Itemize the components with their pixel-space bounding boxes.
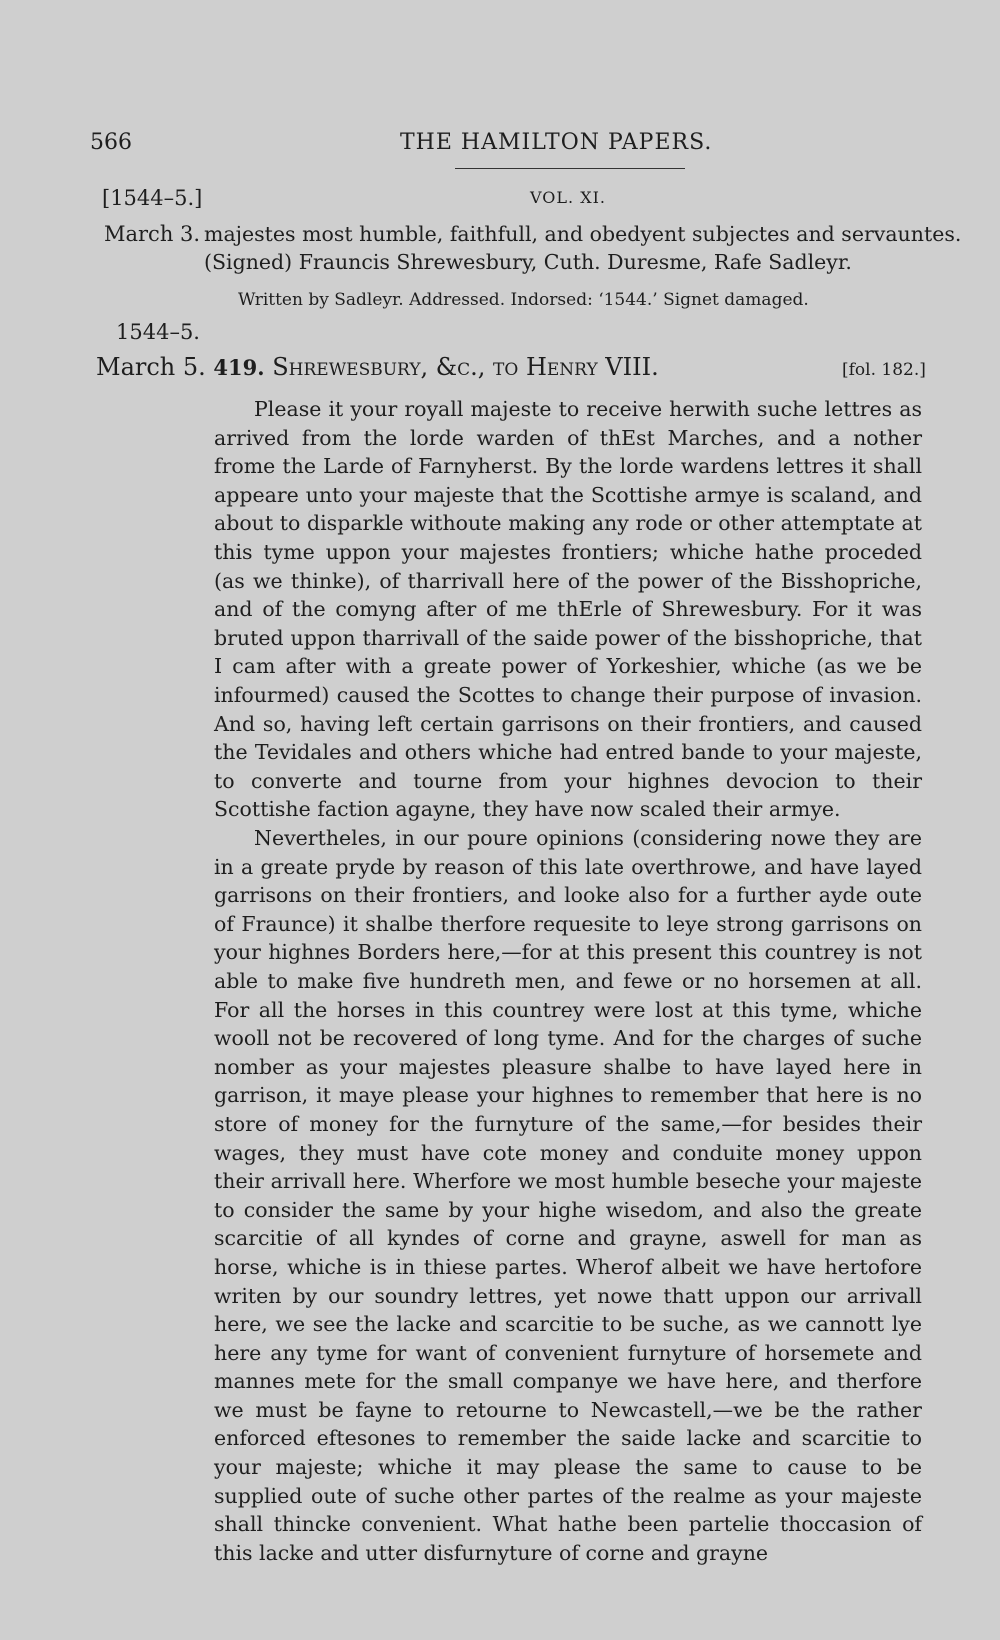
prev-entry-date: March 3.: [104, 222, 201, 246]
prev-entry-line-2: (Signed) Frauncis Shrewesbury, Cuth. Duresme, Rafe Sadleyr.: [204, 250, 852, 274]
entry-date: March 5.: [96, 353, 206, 381]
folio-reference: [fol. 182.]: [842, 360, 926, 380]
running-title: THE HAMILTON PAPERS.: [400, 130, 713, 155]
year-bracket: [1544–5.]: [102, 186, 203, 210]
title-rule: [455, 168, 685, 169]
entry-title: Shrewesbury, &c., to Henry VIII.: [272, 353, 659, 381]
letter-paragraph-2: Nevertheles, in our poure opinions (considering nowe they are in a greate pryde by reason of this late overthrowe, and have layed garrisons on their frontiers, and looke also for a further ayde oute of Fraunce) it shalbe therfore requesite to leye strong garrisons on your highnes Borders here,—for at this present this countrey is not able to make five hundreth men, and fewe or no horsemen at all. For all the horses in this countrey were lost at this tyme, whiche wooll not be recovered of long tyme. And for the charges of suche nomber as your majestes pleasure shalbe to have layed here in garrison, it maye please your highnes to remember that here is no store of money for the furnyture of the same,—for besides their wages, they must have cote money and conduite money uppon their arrivall here. Wherfore we most humble beseche your majeste to consider the same by your highe wisedom, and also the greate scarcitie of all kyndes of corne and grayne, aswell for man as horse, whiche is in thiese partes. Wherof albeit we have hertofore writen by our soundry lettres, yet nowe thatt uppon our arrivall here, we see the lacke and scarcitie to be suche, as we cannott lye here any tyme for want of convenient furnyture of horsemete and mannes mete for the small companye we have here, and therfore we must be fayne to retourne to Newcastell,—we be the rather enforced eftesones to remember the saide lacke and scarcitie to your majeste; whiche it may please the same to cause to be supplied oute of suche other partes of the realme as your majeste shall thincke convenient. What hathe been partelie thoccasion of this lacke and utter disfurnyture of corne and grayne: [214, 826, 922, 1565]
volume-label: VOL. XI.: [530, 188, 606, 207]
prev-entry-note: Written by Sadleyr. Addressed. Indorsed: ‘1544.’ Signet damaged.: [238, 290, 809, 310]
entry-heading: [96, 353, 659, 381]
entry-year: 1544–5.: [116, 320, 200, 344]
page-number: 566: [90, 130, 132, 155]
letter-paragraph-1: Please it your royall majeste to receive herwith suche lettres as arrived from the lorde warden of thEst Marches, and a nother frome the Larde of Farnyherst. By the lorde wardens lettres it shall appeare unto your majeste that the Scottishe armye is scaland, and about to disparkle withoute making any rode or other attemptate at this tyme uppon your majestes frontiers; whiche hathe proceded (as we thinke), of tharrivall here of the power of the Bisshopriche, and of the comyng after of me thErle of Shrewesbury. For it was bruted uppon tharrivall of the saide power of the bisshopriche, that I cam after with a greate power of Yorkeshier, whiche (as we be infourmed) caused the Scottes to change their purpose of invasion. And so, having left certain garrisons on their frontiers, and caused the Tevidales and others whiche had entred bande to your majeste, to converte and tourne from your highnes devocion to their Scottishe faction agayne, they have now scaled their armye.: [214, 397, 922, 822]
prev-entry-line-1: majestes most humble, faithfull, and obedyent subjectes and servauntes.: [204, 222, 962, 246]
entry-number: 419.: [213, 355, 265, 380]
